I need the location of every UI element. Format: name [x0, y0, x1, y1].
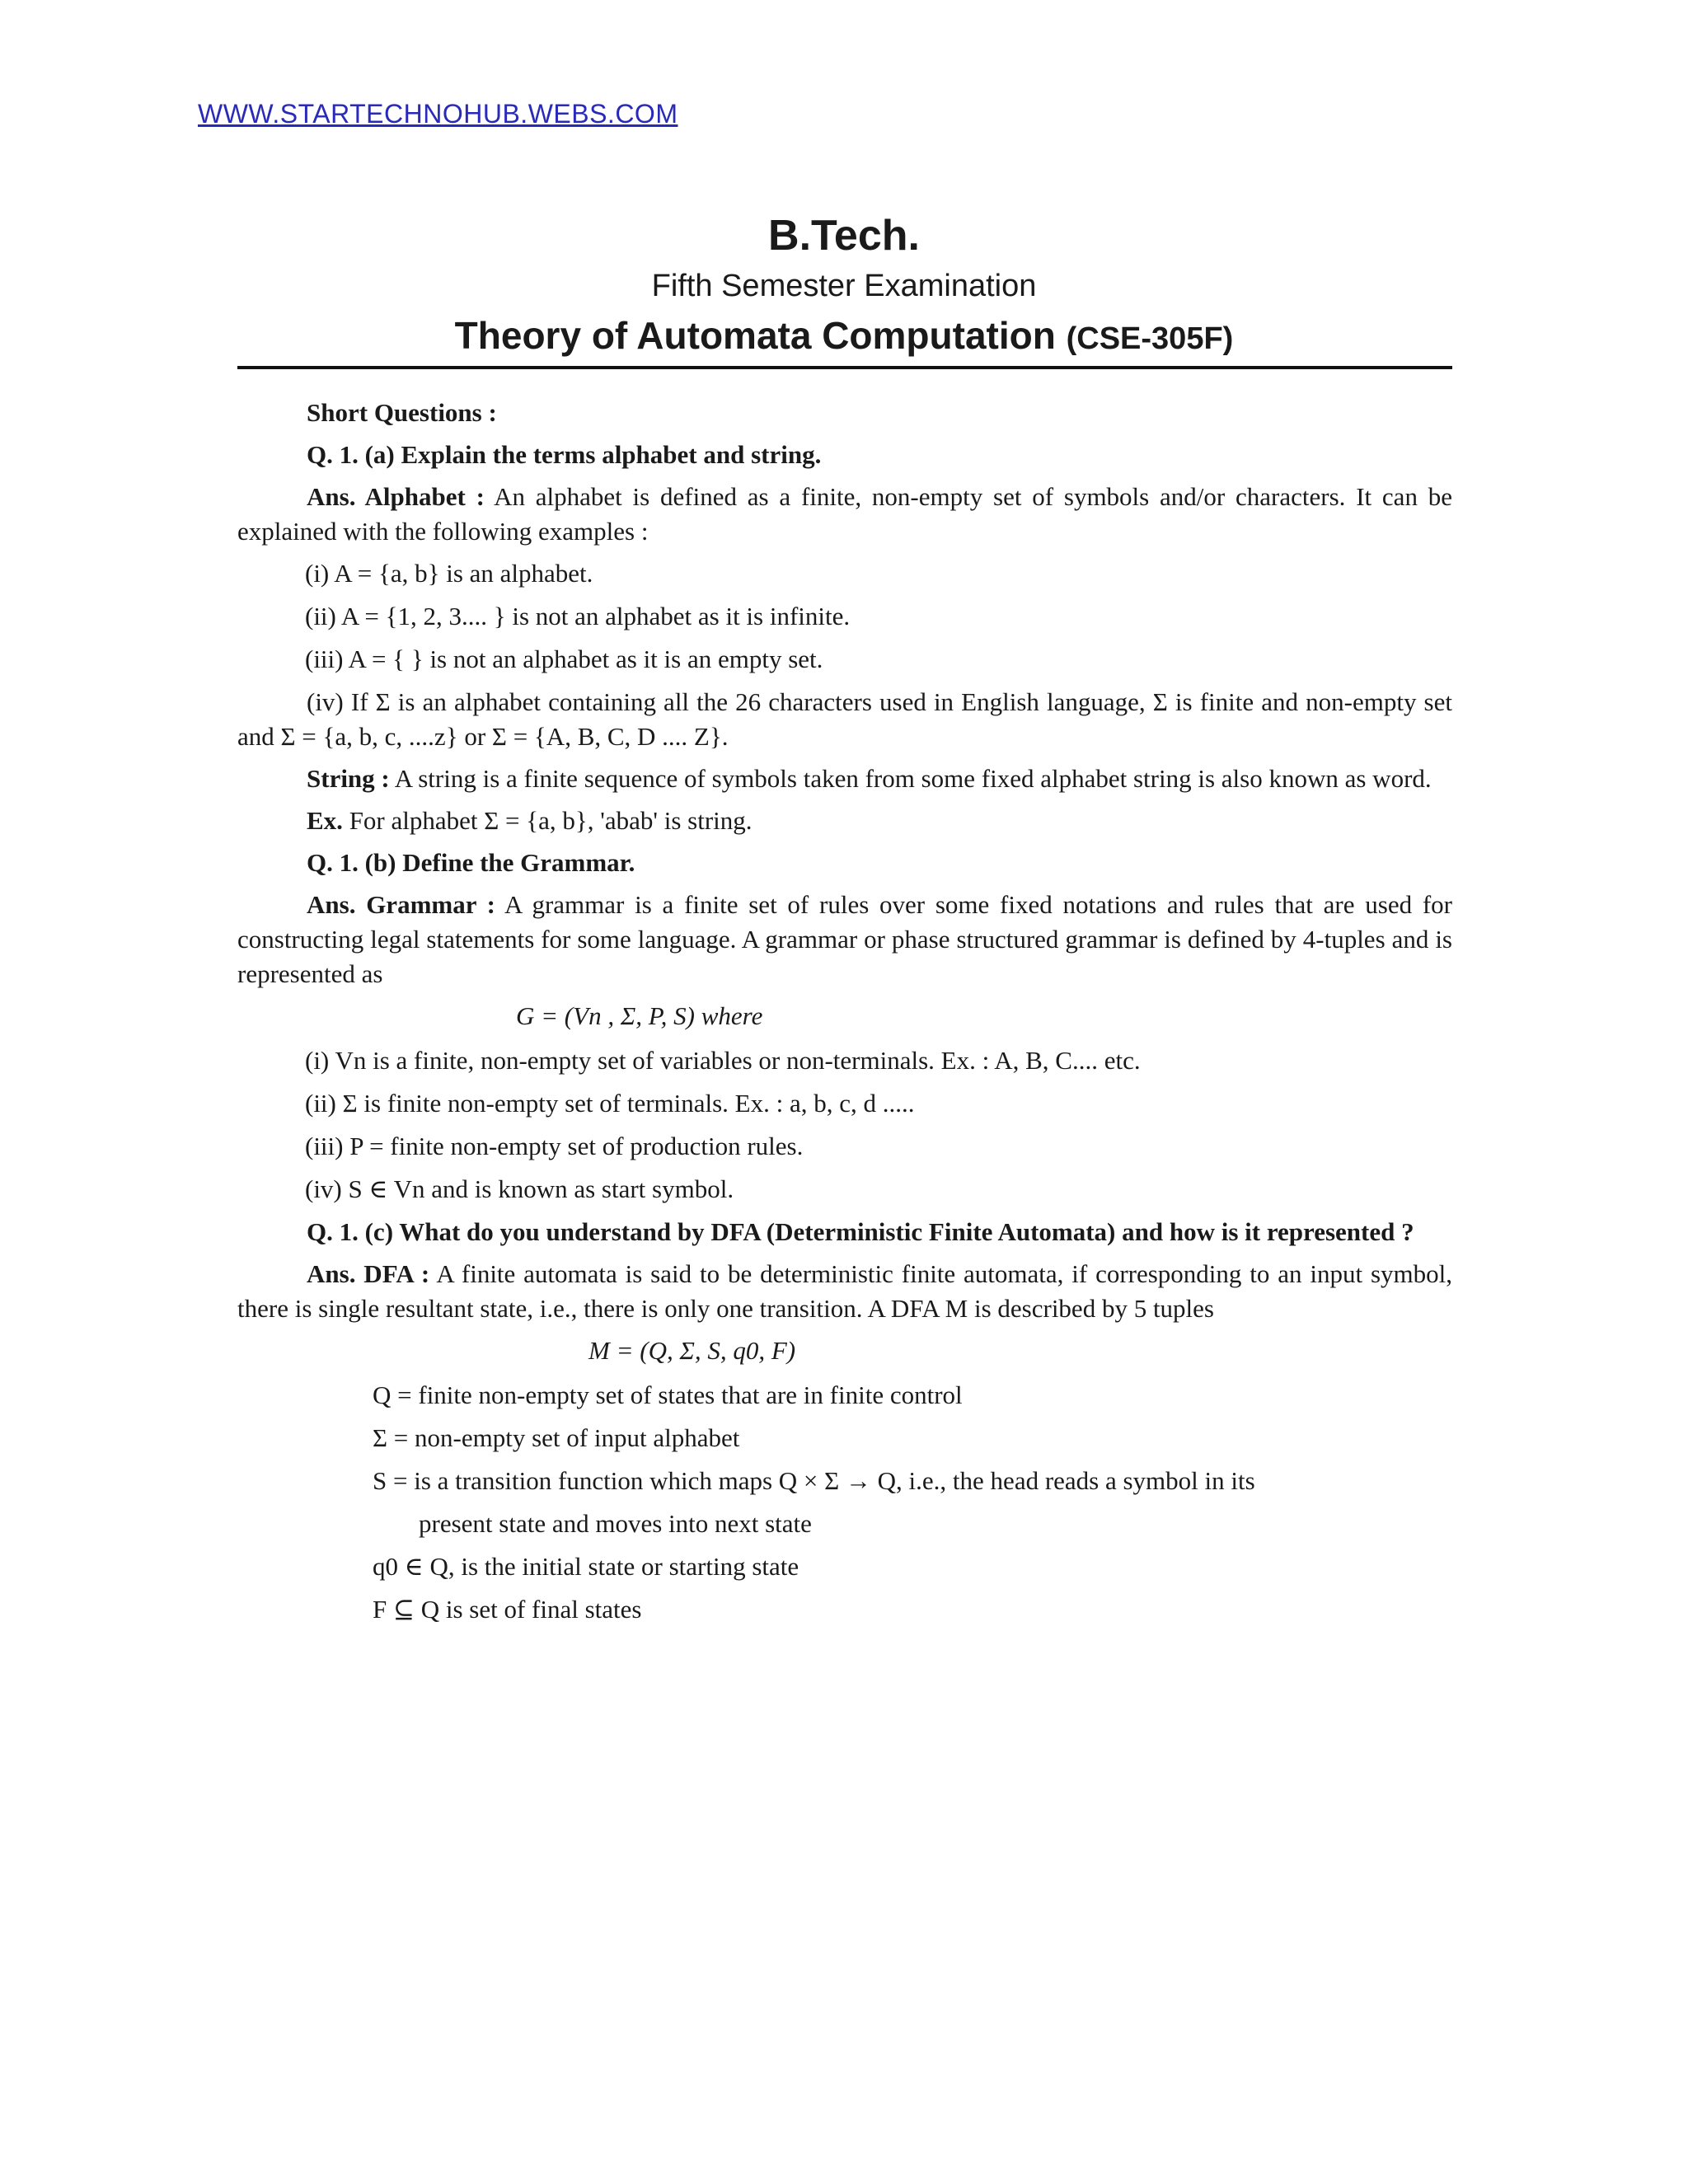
exam-title: Fifth Semester Examination	[651, 269, 1037, 303]
grammar-formula: G = (Vn , Σ, P, S) where	[516, 1001, 763, 1030]
answer-1b	[237, 888, 1452, 991]
question-1c: Q. 1. (c) What do you understand by DFA (Deterministic Finite Automata) and how is it represented ?	[307, 1217, 1414, 1246]
list-item: (iii) P = finite non-empty set of production rules.	[305, 1132, 804, 1160]
list-item: (ii) A = {1, 2, 3.... } is not an alphabet as it is infinite.	[305, 602, 851, 630]
string-label: String :	[307, 764, 390, 793]
subject-code: (CSE-305F)	[1066, 321, 1234, 356]
list-item: (iv) S ∈ Vn and is known as start symbol.	[305, 1174, 734, 1203]
section-title: Short Questions :	[307, 398, 497, 427]
subject-name: Theory of Automata Computation	[454, 314, 1056, 357]
header-divider	[237, 366, 1452, 369]
list-item: (i) A = {a, b} is an alphabet.	[305, 559, 593, 588]
list-item: (i) Vn is a finite, non-empty set of variables or non-terminals. Ex. : A, B, C.... etc.	[305, 1046, 1141, 1075]
site-link[interactable]: WWW.STARTECHNOHUB.WEBS.COM	[198, 99, 678, 129]
list-item: S = is a transition function which maps Q × Σ → Q, i.e., the head reads a symbol in its	[373, 1466, 1255, 1495]
answer-1a	[237, 480, 1452, 549]
example-label: Ex.	[307, 806, 343, 835]
list-item: (iii) A = { } is not an alphabet as it is an empty set.	[305, 644, 823, 673]
answer-1c-label: Ans. DFA :	[307, 1259, 430, 1288]
string-text: A string is a finite sequence of symbols taken from some fixed alphabet string is also known as word.	[394, 764, 1432, 793]
subject-title	[0, 313, 1688, 358]
list-item: (ii) Σ is finite non-empty set of terminals. Ex. : a, b, c, d .....	[305, 1089, 915, 1118]
list-item: (iv) If Σ is an alphabet containing all the 26 characters used in English language, Σ is finite and non-empty set and Σ = {a, b, c, ....z} or Σ = {A, B, C, D .... Z}.	[237, 687, 1452, 751]
example-text: For alphabet Σ = {a, b}, 'abab' is string.	[349, 806, 753, 835]
answer-1b-label: Ans. Grammar :	[307, 890, 495, 919]
question-1a: Q. 1. (a) Explain the terms alphabet and string.	[307, 440, 822, 469]
string-definition	[237, 762, 1452, 796]
answer-1a-label: Ans. Alphabet :	[307, 482, 485, 511]
answer-1a-text: An alphabet is defined as a finite, non-empty set of symbols and/or characters. It can be explained with the following examples :	[237, 482, 1453, 546]
answer-1b-text: A grammar is a finite set of rules over some fixed notations and rules that are used for constructing legal statements for some language. A grammar or phase structured grammar is defined by 4-tuples and is represented as	[237, 890, 1452, 988]
list-item: F ⊆ Q is set of final states	[373, 1595, 642, 1624]
answer-1c-text: A finite automata is said to be deterministic finite automata, if corresponding to an input symbol, there is single resultant state, i.e., there is only one transition. A DFA M is described by 5 tuples	[237, 1259, 1452, 1323]
dfa-formula: M = (Q, Σ, S, q0, F)	[588, 1336, 796, 1365]
document-body	[237, 396, 1452, 1635]
list-item: Σ = non-empty set of input alphabet	[373, 1423, 740, 1452]
degree-title: B.Tech.	[768, 212, 920, 260]
list-item: Q = finite non-empty set of states that are in finite control	[373, 1380, 963, 1409]
question-1b: Q. 1. (b) Define the Grammar.	[307, 848, 635, 877]
answer-1c	[237, 1257, 1452, 1326]
list-item: q0 ∈ Q, is the initial state or starting state	[373, 1552, 799, 1581]
string-example	[237, 804, 1452, 838]
list-item: present state and moves into next state	[419, 1509, 812, 1538]
